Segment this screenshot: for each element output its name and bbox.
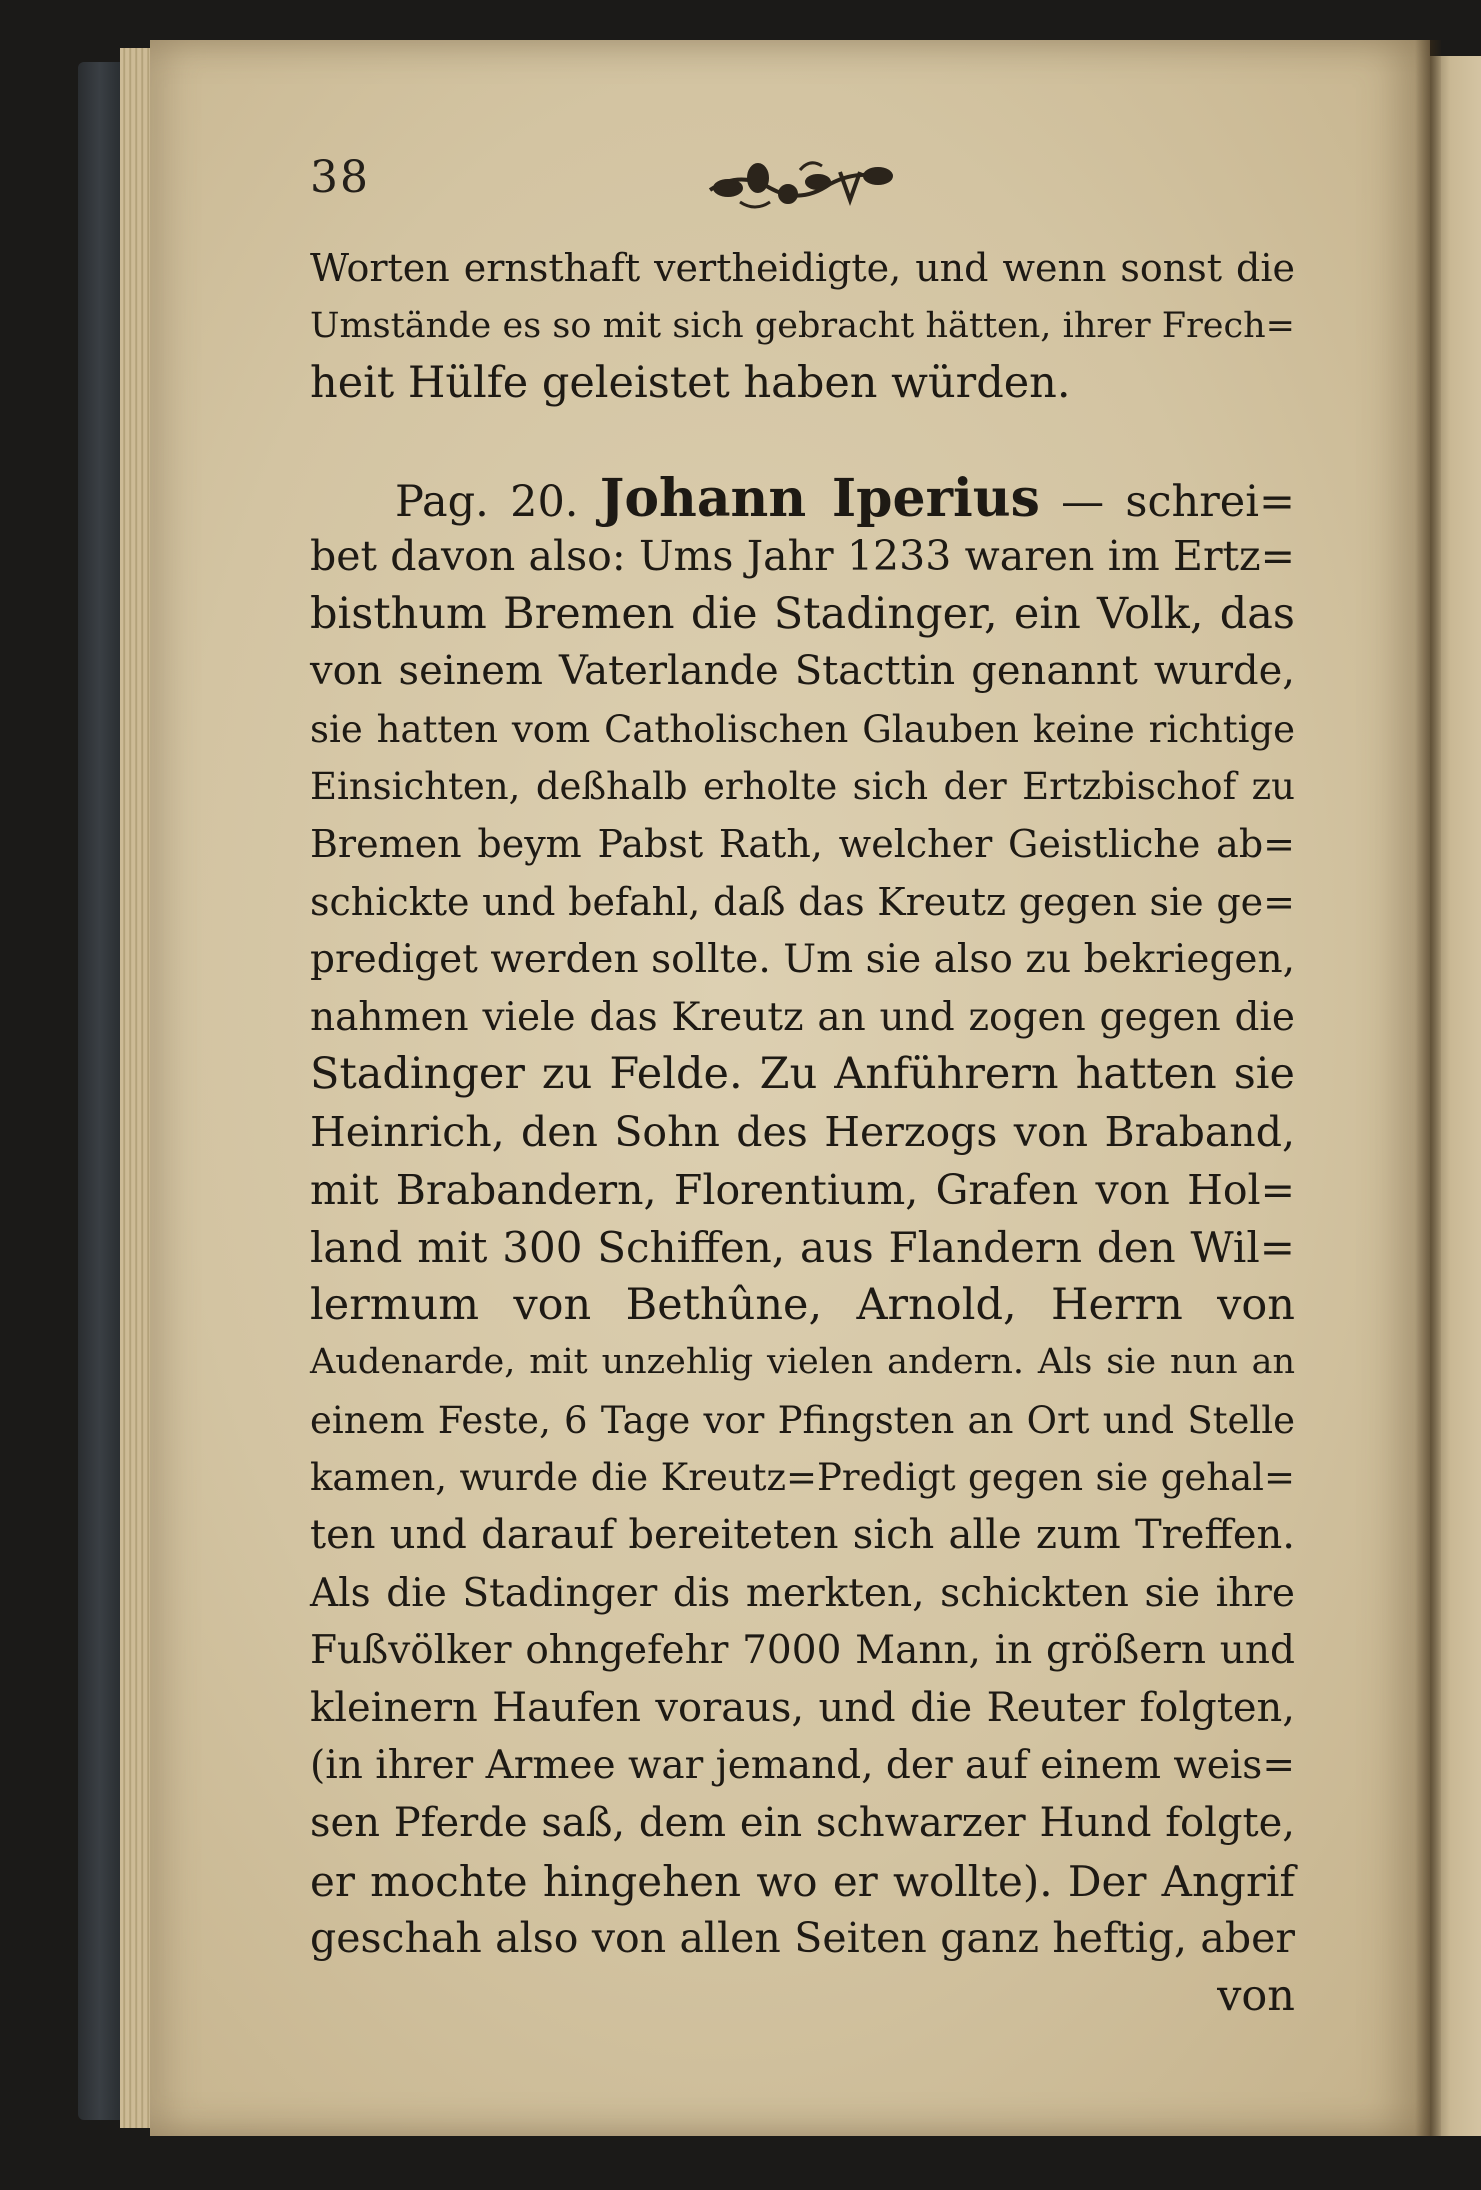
text-line: sen Pferde saß, dem ein schwarzer Hund folgte, xyxy=(310,1800,1295,1847)
page-gutter xyxy=(1415,40,1441,2136)
text-line: nahmen viele das Kreutz an und zogen gegen die xyxy=(310,994,1295,1040)
text-line: ten und darauf bereiteten sich alle zum Treffen. xyxy=(310,1512,1295,1559)
text-line: prediget werden sollte. Um sie also zu bekriegen, xyxy=(310,937,1295,983)
text-line: Einsichten, deßhalb erholte sich der Ertzbischof zu xyxy=(310,765,1295,809)
text-line: kleinern Haufen voraus, und die Reuter folgten, xyxy=(310,1684,1295,1731)
text-line: sie hatten vom Catholischen Glauben keine richtige xyxy=(310,707,1295,751)
text-line: Worten ernsthaft vertheidigte, und wenn sonst die xyxy=(310,246,1295,290)
text-line: bisthum Bremen die Stadinger, ein Volk, das xyxy=(310,588,1295,639)
text-line: heit Hülfe geleistet haben würden. xyxy=(310,358,1071,409)
text-line: land mit 300 Schiffen, aus Flandern den Wil= xyxy=(310,1223,1295,1273)
text-line: Heinrich, den Sohn des Herzogs von Braband, xyxy=(310,1107,1295,1156)
page-number: 38 xyxy=(310,152,370,203)
text-fragment: — schrei= xyxy=(1061,477,1296,528)
text-line: mit Brabandern, Florentium, Grafen von Hol= xyxy=(310,1165,1295,1214)
text-line: Fußvölker ohngefehr 7000 Mann, in größern und xyxy=(310,1628,1295,1674)
floral-ornament-icon xyxy=(700,150,900,220)
text-line: kamen, wurde die Kreutz=Predigt gegen sie gehal= xyxy=(310,1456,1295,1500)
catchword: von xyxy=(1217,1970,1295,2021)
text-line: geschah also von allen Seiten ganz heftig, aber xyxy=(310,1914,1295,1963)
author-name: Johann Iperius xyxy=(599,468,1040,530)
text-line: Umstände es so mit sich gebracht hätten, ihrer Frech= xyxy=(310,305,1295,346)
text-line: Stadinger zu Felde. Zu Anführern hatten sie xyxy=(310,1049,1295,1100)
text-line: Audenarde, mit unzehlig vielen andern. Als sie nun an xyxy=(310,1342,1295,1383)
paragraph-opening-line xyxy=(310,470,1295,528)
text-line: von seinem Vaterlande Stacttin genannt wurde, xyxy=(310,648,1295,695)
text-line: er mochte hingehen wo er wollte). Der Angrif xyxy=(310,1856,1295,1906)
text-line: einem Feste, 6 Tage vor Pfingsten an Ort und Stelle xyxy=(310,1398,1295,1442)
text-line: (in ihrer Armee war jemand, der auf einem weis= xyxy=(310,1743,1295,1789)
text-line: Bremen beym Pabst Rath, welcher Geistliche ab= xyxy=(310,821,1295,866)
page-reference: Pag. 20. xyxy=(395,477,579,528)
page-text xyxy=(310,240,1295,2025)
text-line: bet davon also: Ums Jahr 1233 waren im Ertz= xyxy=(310,531,1295,580)
text-line: schickte und befahl, daß das Kreutz gegen sie ge= xyxy=(310,879,1295,924)
text-line: lermum von Bethûne, Arnold, Herrn von xyxy=(310,1279,1295,1330)
text-line: Als die Stadinger dis merkten, schickten sie ihre xyxy=(310,1570,1295,1616)
book-spine xyxy=(78,62,126,2120)
